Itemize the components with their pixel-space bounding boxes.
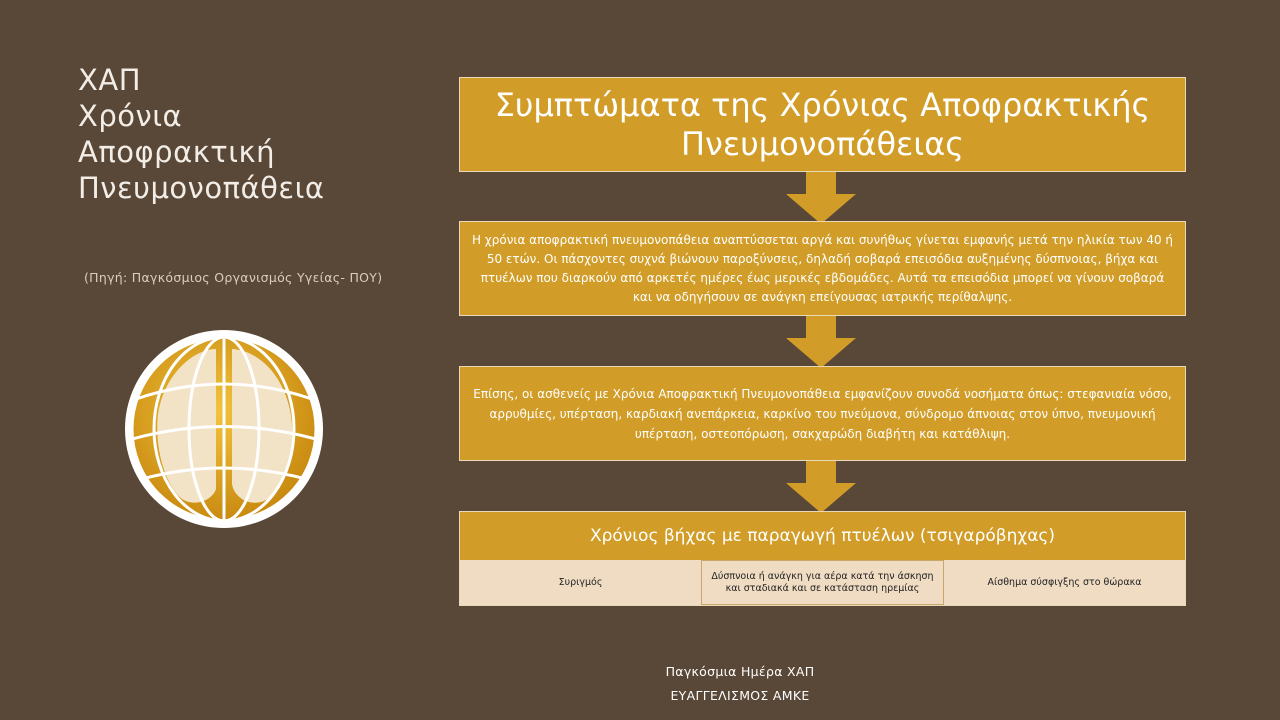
symptom-cells bbox=[460, 560, 1185, 605]
title-line: Χρόνια bbox=[78, 99, 183, 133]
title-line: Αποφρακτική bbox=[78, 135, 276, 169]
arrow-down-icon bbox=[786, 316, 856, 368]
source-note: (Πηγή: Παγκόσμιος Οργανισμός Υγείας- ΠΟΥ) bbox=[84, 270, 383, 285]
diagram-header: Συμπτώματα της Χρόνιας Αποφρακτικής Πνευμονοπάθειας bbox=[459, 77, 1186, 172]
footer-event: Παγκόσμια Ημέρα ΧΑΠ bbox=[665, 664, 815, 679]
symptom-cell: Αίσθημα σύσφιγξης στο θώρακα bbox=[944, 560, 1185, 605]
arrow-down-icon bbox=[786, 172, 856, 224]
symptom-cell: Δύσπνοια ή ανάγκη για αέρα κατά την άσκηση και σταδιακά και σε κατάσταση ηρεμίας bbox=[701, 560, 944, 605]
symptom-cell: Συριγμός bbox=[460, 560, 701, 605]
title-line: ΧΑΠ bbox=[78, 63, 142, 97]
main-symptoms-box bbox=[459, 511, 1186, 606]
footer-organization: ΕΥΑΓΓΕΛΙΣΜΟΣ ΑΜΚΕ bbox=[670, 688, 810, 703]
symptom-description-box: Η χρόνια αποφρακτική πνευμονοπάθεια αναπτύσσεται αργά και συνήθως γίνεται εμφανής μετά την ηλικία των 40 ή 50 ετών. Οι πάσχοντες συχνά βιώνουν παροξύνσεις, δηλαδή σοβαρά επεισόδια αυξημένης δύσπνοιας, βήχα και πτυέλων που διαρκούν από αρκετές ημέρες έως μερικές εβδομάδες. Αυτά τα επεισόδια μπορεί να γίνουν σοβαρά και να οδηγήσουν σε ανάγκη επείγουσας ιατρικής περίθαλψης. bbox=[459, 221, 1186, 316]
slide-title bbox=[78, 62, 398, 206]
main-symptom-title: Χρόνιος βήχας με παραγωγή πτυέλων (τσιγαρόβηχας) bbox=[589, 526, 1056, 546]
globe-lungs-icon bbox=[124, 329, 324, 529]
arrow-down-icon bbox=[786, 461, 856, 513]
title-line: Πνευμονοπάθεια bbox=[78, 171, 325, 205]
comorbidities-box: Επίσης, οι ασθενείς με Χρόνια Αποφρακτική Πνευμονοπάθεια εμφανίζουν συνοδά νοσήματα όπως: στεφανιαία νόσο, αρρυθμίες, υπέρταση, καρδιακή ανεπάρκεια, καρκίνο του πνεύμονα, σύνδρομο άπνοιας στον ύπνο, πνευμονική υπέρταση, οστεοπόρωση, σακχαρώδη διαβήτη και κατάθλιψη. bbox=[459, 366, 1186, 461]
